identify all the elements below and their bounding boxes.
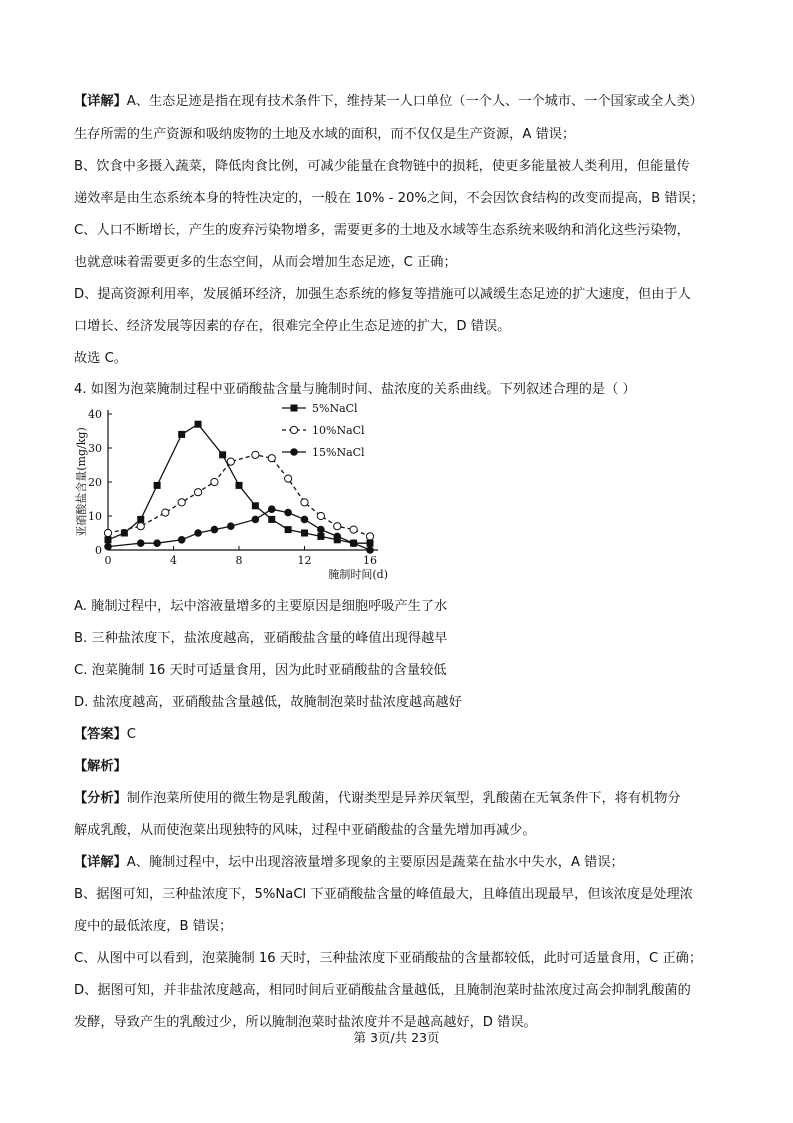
nitrite-chart xyxy=(70,402,400,587)
series-line-2 xyxy=(108,509,370,550)
prev-conclusion: 故选 C。 xyxy=(74,351,127,366)
data-point-0-4 xyxy=(178,431,185,438)
data-point-1-9 xyxy=(285,475,292,482)
prev-detail-line-3: B、饮食中多摄入蔬菜，降低肉食比例，可减少能量在食物链中的损耗，使更多能量被人类利用，但能量传 xyxy=(74,159,690,174)
option-d: D. 盐浓度越高，亚硝酸盐含量越低，故腌制泡菜时盐浓度越高越好 xyxy=(74,695,462,710)
fenxi-line-2: 解成乳酸，从而使泡菜出现独特的风味，过程中亚硝酸盐的含量先增加再减少。 xyxy=(74,823,536,838)
legend-label-2: 15%NaCl xyxy=(312,446,365,459)
data-point-0-10 xyxy=(285,526,292,533)
x-tick-label: 0 xyxy=(104,554,112,567)
analysis-tag: 【解析】 xyxy=(74,759,127,774)
data-point-1-11 xyxy=(317,512,324,519)
question-stem: 4. 如图为泡菜腌制过程中亚硝酸盐含量与腌制时间、盐浓度的关系曲线。下列叙述合理的是（ ） xyxy=(74,382,636,397)
data-point-1-3 xyxy=(178,499,185,506)
y-tick-label: 30 xyxy=(88,442,102,455)
data-point-1-13 xyxy=(350,526,357,533)
data-point-2-7 xyxy=(252,516,260,524)
data-point-2-9 xyxy=(284,509,292,517)
data-point-2-4 xyxy=(194,529,202,537)
x-axis-label: 腌制时间(d) xyxy=(328,568,388,581)
data-point-0-8 xyxy=(252,502,259,509)
x-tick-label: 8 xyxy=(235,554,243,567)
detail-line-6: 发酵，导致产生的乳酸过少，所以腌制泡菜时盐浓度并不是越高越好，D 错误。 xyxy=(74,1015,537,1030)
data-point-1-4 xyxy=(194,489,201,496)
data-point-2-12 xyxy=(333,533,341,541)
legend-marker-1 xyxy=(290,426,297,433)
y-axis-label: 亚硝酸盐含量(mg/kg) xyxy=(75,427,88,537)
answer-tag: 【答案】 xyxy=(74,727,127,742)
legend-label-0: 5%NaCl xyxy=(312,402,358,415)
x-tick-label: 4 xyxy=(170,554,177,567)
data-point-2-2 xyxy=(153,539,161,547)
detail-line-5: D、据图可知，并非盐浓度越高，相同时间后亚硝酸盐含量越低，且腌制泡菜时盐浓度过高会抑制乳酸菌的 xyxy=(74,983,691,998)
data-point-2-6 xyxy=(227,522,235,530)
prev-detail-line-8: 口增长、经济发展等因素的存在，很难完全停止生态足迹的扩大，D 错误。 xyxy=(74,319,511,334)
data-point-2-14 xyxy=(366,546,374,554)
detail-line-2: B、据图可知，三种盐浓度下，5%NaCl 下亚硝酸盐含量的峰值最大，且峰值出现最早，但该浓度是处理浓 xyxy=(74,887,693,902)
answer-value: C xyxy=(126,727,136,742)
page-footer: 第 3页/共 23页 xyxy=(353,1030,440,1045)
data-point-0-6 xyxy=(219,451,226,458)
fenxi-line-1: 【分析】制作泡菜所使用的微生物是乳酸菌，代谢类型是异养厌氧型，乳酸菌在无氧条件下，将有机物分 xyxy=(74,791,681,806)
y-tick-label: 10 xyxy=(88,510,102,523)
prev-detail-line-1: 【详解】A、生态足迹是指在现有技术条件下，维持某一人口单位（一个人、一个城市、一个国家或全人类） xyxy=(74,94,703,109)
data-point-1-7 xyxy=(252,451,259,458)
data-point-1-0 xyxy=(104,529,111,536)
option-b: B. 三种盐浓度下，盐浓度越高，亚硝酸盐含量的峰值出现得越早 xyxy=(74,631,448,646)
prev-detail-line-6: 也就意味着需要更多的生态空间，从而会增加生态足迹，C 正确； xyxy=(74,255,457,270)
data-point-1-2 xyxy=(162,509,169,516)
data-point-0-0 xyxy=(105,536,112,543)
data-point-1-5 xyxy=(211,478,218,485)
prev-detail-line-7: D、提高资源利用率，发展循环经济，加强生态系统的修复等措施可以减缓生态足迹的扩大速度，但由于人 xyxy=(74,287,691,302)
data-point-2-0 xyxy=(104,543,112,551)
data-point-1-1 xyxy=(137,523,144,530)
y-tick-label: 40 xyxy=(88,408,102,421)
legend-marker-0 xyxy=(291,405,298,412)
data-point-2-11 xyxy=(317,526,325,534)
data-point-1-14 xyxy=(366,533,373,540)
detail-tag-2: 【详解】 xyxy=(74,855,127,870)
data-point-2-1 xyxy=(137,539,145,547)
data-point-0-12 xyxy=(317,533,324,540)
data-point-1-10 xyxy=(301,499,308,506)
data-point-0-15 xyxy=(367,540,374,547)
legend-label-1: 10%NaCl xyxy=(312,424,365,437)
detail-line-3: 度中的最低浓度，B 错误； xyxy=(74,919,233,934)
y-tick-label: 0 xyxy=(95,544,102,557)
answer-line xyxy=(74,725,136,745)
analysis-heading xyxy=(74,757,127,777)
data-point-0-3 xyxy=(154,482,161,489)
prev-detail-line-2: 生存所需的生产资源和吸纳废物的土地及水域的面积，而不仅仅是生产资源，A 错误； xyxy=(74,127,576,142)
option-c: C. 泡菜腌制 16 天时可适量食用，因为此时亚硝酸盐的含量较低 xyxy=(74,663,447,678)
x-tick-label: 12 xyxy=(297,554,312,567)
data-point-0-7 xyxy=(236,482,243,489)
data-point-0-11 xyxy=(301,530,308,537)
detail-line-1: 【详解】A、腌制过程中，坛中出现溶液量增多现象的主要原因是蔬菜在盐水中失水，A 错误； xyxy=(74,855,624,870)
data-point-2-10 xyxy=(301,516,309,524)
option-a: A. 腌制过程中，坛中溶液量增多的主要原因是细胞呼吸产生了水 xyxy=(74,599,448,614)
detail-line-4: C、从图中可以看到，泡菜腌制 16 天时，三种盐浓度下亚硝酸盐的含量都较低，此时可适量食用，C 正确； xyxy=(74,951,703,966)
data-point-2-3 xyxy=(178,536,186,544)
data-point-0-9 xyxy=(268,516,275,523)
data-point-0-5 xyxy=(195,421,202,428)
data-point-0-2 xyxy=(137,516,144,523)
x-tick-label: 16 xyxy=(363,554,377,567)
prev-detail-line-4: 递效率是由生态系统本身的特性决定的，一般在 10% - 20%之间，不会因饮食结构的改变而提高，B 错误； xyxy=(74,191,704,206)
data-point-1-12 xyxy=(334,523,341,530)
data-point-2-8 xyxy=(268,505,276,513)
data-point-1-8 xyxy=(268,455,275,462)
detail-tag: 【详解】 xyxy=(74,94,127,109)
prev-detail-line-5: C、人口不断增长，产生的废弃污染物增多，需要更多的土地及水域等生态系统来吸纳和消化这些污染物， xyxy=(74,223,690,238)
y-tick-label: 20 xyxy=(88,476,102,489)
data-point-1-6 xyxy=(227,458,234,465)
data-point-2-5 xyxy=(211,526,219,534)
fenxi-tag: 【分析】 xyxy=(74,791,127,806)
legend-marker-2 xyxy=(290,448,298,456)
data-point-2-13 xyxy=(350,539,358,547)
